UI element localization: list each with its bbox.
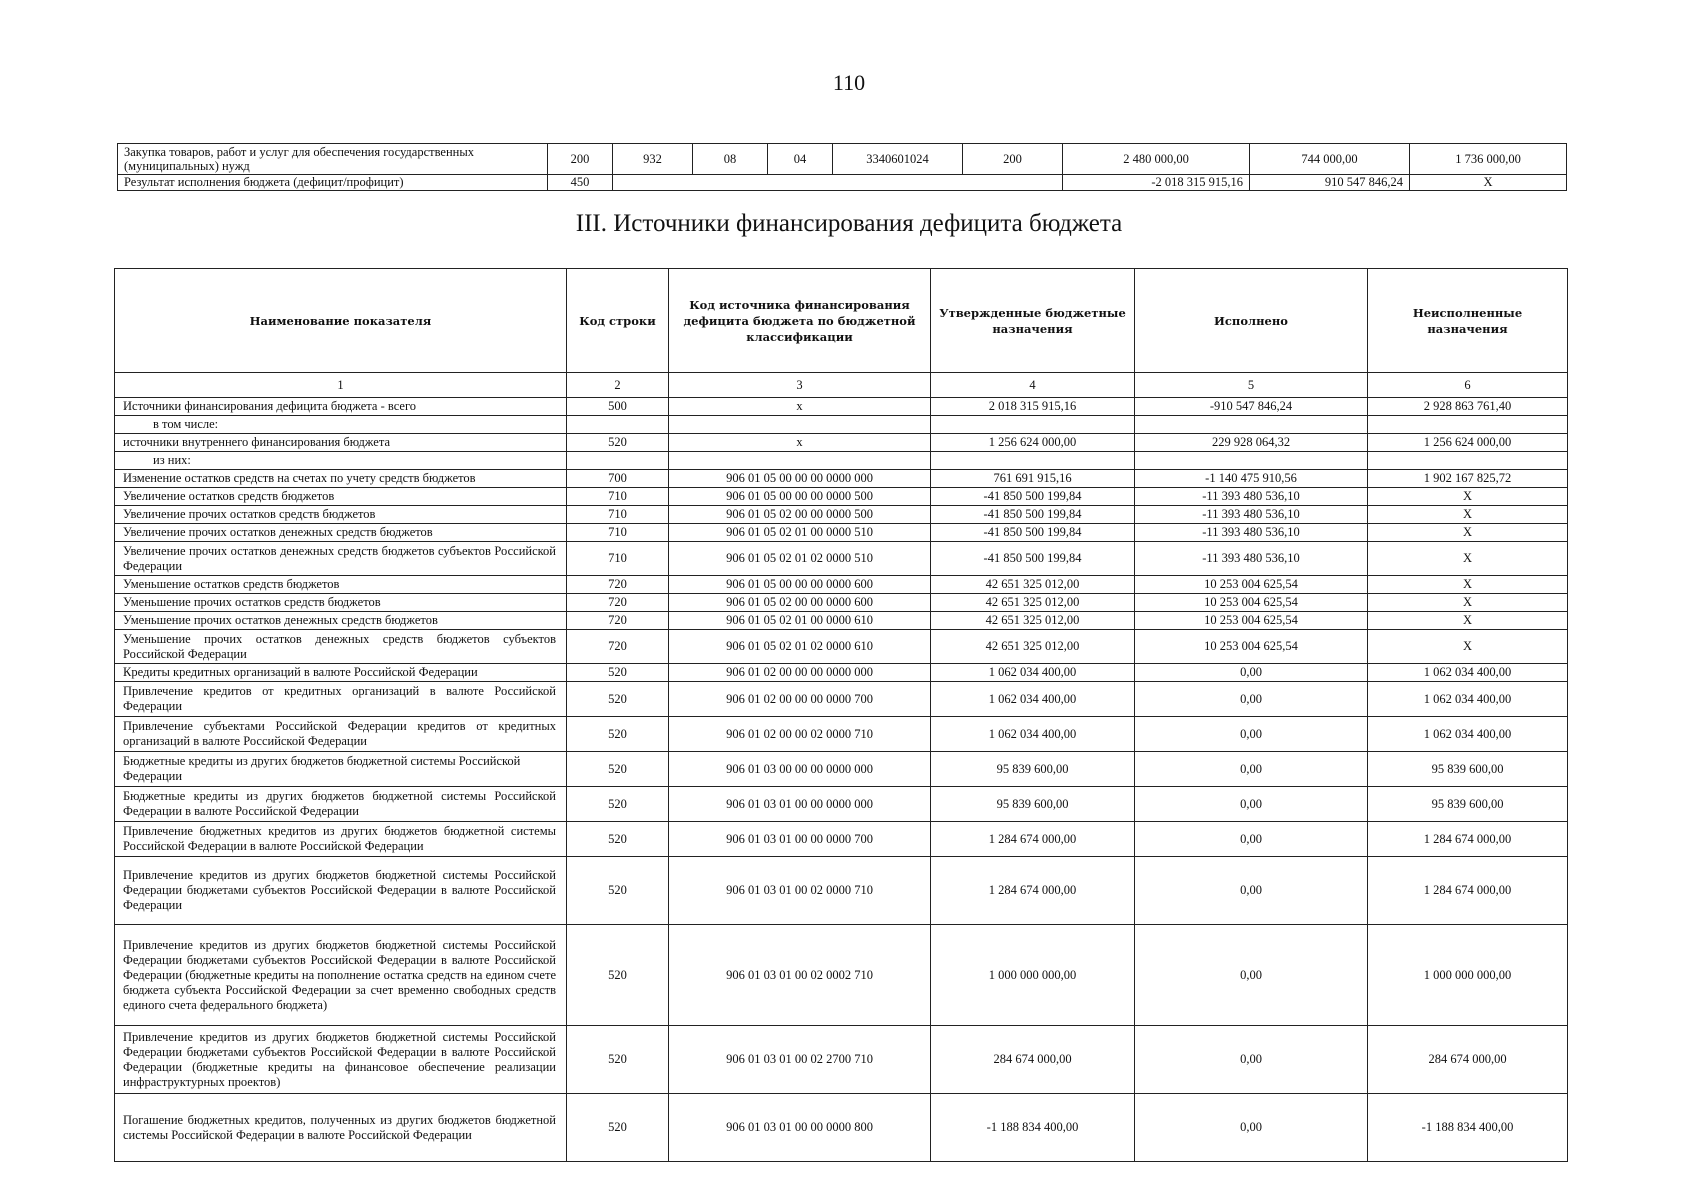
table-row <box>115 682 1568 717</box>
row-name: Увеличение прочих остатков денежных средств бюджетов субъектов Российской Федерации <box>115 542 567 576</box>
row-line-code: 720 <box>567 630 669 664</box>
table-row <box>115 752 1568 787</box>
row-line-code: 710 <box>567 506 669 524</box>
table-row <box>115 470 1568 488</box>
row-source-code <box>669 416 931 434</box>
row-source-code: 906 01 03 00 00 00 0000 000 <box>669 752 931 787</box>
row-source-code: 906 01 03 01 00 00 0000 800 <box>669 1094 931 1162</box>
row-executed: 0,00 <box>1135 664 1368 682</box>
row-unexecuted: X <box>1410 175 1567 191</box>
empty-cell <box>613 175 1063 191</box>
table-row <box>115 576 1568 594</box>
row-executed: -11 393 480 536,10 <box>1135 506 1368 524</box>
row-approved: 42 651 325 012,00 <box>931 630 1135 664</box>
row-unexecuted: X <box>1368 488 1568 506</box>
header-source-code: Код источника финансирования дефицита бюджета по бюджетной классификации <box>669 269 931 373</box>
financing-sources-table <box>114 268 1568 1162</box>
row-executed: 0,00 <box>1135 822 1368 857</box>
row-line-code: 520 <box>567 857 669 925</box>
row-source-code: 906 01 03 01 00 02 0002 710 <box>669 925 931 1026</box>
row-approved: 2 018 315 915,16 <box>931 398 1135 416</box>
table-row <box>115 925 1568 1026</box>
row-line-code: 710 <box>567 524 669 542</box>
row-approved: 761 691 915,16 <box>931 470 1135 488</box>
row-name: Привлечение кредитов из других бюджетов бюджетной системы Российской Федерации бюджетами субъектов Российской Федерации в валюте Российской Федерации (бюджетные кредиты на финансовое обеспечение реализации инфраструктурных проектов) <box>115 1026 567 1094</box>
row-unexecuted: 95 839 600,00 <box>1368 752 1568 787</box>
row-approved: -41 850 500 199,84 <box>931 524 1135 542</box>
row-executed: 10 253 004 625,54 <box>1135 576 1368 594</box>
row-executed: -11 393 480 536,10 <box>1135 524 1368 542</box>
row-name: Изменение остатков средств на счетах по учету средств бюджетов <box>115 470 567 488</box>
header-approved: Утвержденные бюджетные назначения <box>931 269 1135 373</box>
row-approved: 1 284 674 000,00 <box>931 857 1135 925</box>
row-unexecuted: X <box>1368 630 1568 664</box>
table-row <box>115 822 1568 857</box>
row-name: Закупка товаров, работ и услуг для обеспечения государственных (муниципальных) нужд <box>118 144 548 175</box>
row-executed: 0,00 <box>1135 787 1368 822</box>
row-name: Привлечение кредитов от кредитных организаций в валюте Российской Федерации <box>115 682 567 717</box>
row-ministry: 932 <box>613 144 693 175</box>
row-line-code <box>567 416 669 434</box>
row-name: Привлечение субъектами Российской Федерации кредитов от кредитных организаций в валюте Российской Федерации <box>115 717 567 752</box>
row-unexecuted: 2 928 863 761,40 <box>1368 398 1568 416</box>
row-line-code: 520 <box>567 682 669 717</box>
row-name: Источники финансирования дефицита бюджета - всего <box>115 398 567 416</box>
row-line-code: 720 <box>567 576 669 594</box>
row-source-code: 906 01 02 00 00 00 0000 000 <box>669 664 931 682</box>
row-approved: 1 062 034 400,00 <box>931 717 1135 752</box>
column-number: 5 <box>1135 373 1368 398</box>
row-line-code: 720 <box>567 612 669 630</box>
row-executed: -11 393 480 536,10 <box>1135 542 1368 576</box>
row-source-code: x <box>669 434 931 452</box>
row-name: Результат исполнения бюджета (дефицит/профицит) <box>118 175 548 191</box>
row-name: Увеличение прочих остатков средств бюджетов <box>115 506 567 524</box>
row-name: Бюджетные кредиты из других бюджетов бюджетной системы Российской Федерации в валюте Российской Федерации <box>115 787 567 822</box>
row-executed <box>1135 416 1368 434</box>
row-executed: -910 547 846,24 <box>1135 398 1368 416</box>
row-name: Уменьшение остатков средств бюджетов <box>115 576 567 594</box>
header-row <box>115 269 1568 373</box>
row-line-code: 500 <box>567 398 669 416</box>
row-line-code: 520 <box>567 925 669 1026</box>
row-executed: 0,00 <box>1135 682 1368 717</box>
row-unexecuted: X <box>1368 612 1568 630</box>
section-title: III. Источники финансирования дефицита бюджета <box>575 210 1123 237</box>
row-unexecuted: X <box>1368 506 1568 524</box>
row-unexecuted: -1 188 834 400,00 <box>1368 1094 1568 1162</box>
row-approved: -41 850 500 199,84 <box>931 506 1135 524</box>
column-number: 2 <box>567 373 669 398</box>
row-source-code <box>669 452 931 470</box>
row-name: Уменьшение прочих остатков денежных средств бюджетов <box>115 612 567 630</box>
table-row <box>115 488 1568 506</box>
row-source-code: 906 01 05 02 01 02 0000 510 <box>669 542 931 576</box>
row-source-code: 906 01 02 00 00 00 0000 700 <box>669 682 931 717</box>
row-line-code: 710 <box>567 488 669 506</box>
row-source-code: 906 01 05 00 00 00 0000 600 <box>669 576 931 594</box>
row-unexecuted: X <box>1368 576 1568 594</box>
row-source-code: 906 01 05 02 01 02 0000 610 <box>669 630 931 664</box>
row-expense-type: 200 <box>963 144 1063 175</box>
row-source-code: 906 01 05 02 01 00 0000 610 <box>669 612 931 630</box>
row-unexecuted: 1 062 034 400,00 <box>1368 682 1568 717</box>
row-executed: 0,00 <box>1135 752 1368 787</box>
row-approved: -2 018 315 915,16 <box>1063 175 1250 191</box>
row-name: Кредиты кредитных организаций в валюте Российской Федерации <box>115 664 567 682</box>
row-code: 450 <box>548 175 613 191</box>
row-approved: -41 850 500 199,84 <box>931 488 1135 506</box>
row-source-code: 906 01 03 01 00 02 0000 710 <box>669 857 931 925</box>
row-line-code: 710 <box>567 542 669 576</box>
row-code: 200 <box>548 144 613 175</box>
table-row <box>115 416 1568 434</box>
row-source-code: 906 01 05 00 00 00 0000 000 <box>669 470 931 488</box>
row-name: в том числе: <box>115 416 567 434</box>
row-unexecuted: 1 000 000 000,00 <box>1368 925 1568 1026</box>
row-executed: 0,00 <box>1135 857 1368 925</box>
table-row <box>115 630 1568 664</box>
row-executed: 0,00 <box>1135 1026 1368 1094</box>
row-name: Привлечение кредитов из других бюджетов бюджетной системы Российской Федерации бюджетами субъектов Российской Федерации в валюте Российской Федерации <box>115 857 567 925</box>
row-unexecuted: 1 284 674 000,00 <box>1368 857 1568 925</box>
row-executed: 10 253 004 625,54 <box>1135 630 1368 664</box>
row-name: Привлечение кредитов из других бюджетов бюджетной системы Российской Федерации бюджетами субъектов Российской Федерации в валюте Российской Федерации (бюджетные кредиты на пополнение остатка средств на едином счете бюджета субъекта Российской Федерации за счет временно свободных средств единого счета федерального бюджета) <box>115 925 567 1026</box>
table-row <box>118 175 1567 191</box>
table-row <box>115 664 1568 682</box>
column-number: 3 <box>669 373 931 398</box>
header-name: Наименование показателя <box>115 269 567 373</box>
row-executed: 10 253 004 625,54 <box>1135 612 1368 630</box>
row-executed: 910 547 846,24 <box>1250 175 1410 191</box>
row-approved: 1 000 000 000,00 <box>931 925 1135 1026</box>
table-row <box>115 857 1568 925</box>
table-row <box>115 787 1568 822</box>
row-executed <box>1135 452 1368 470</box>
header-executed: Исполнено <box>1135 269 1368 373</box>
row-unexecuted: 1 062 034 400,00 <box>1368 664 1568 682</box>
column-number: 6 <box>1368 373 1568 398</box>
page-number: 110 <box>832 70 866 95</box>
row-unexecuted: 1 902 167 825,72 <box>1368 470 1568 488</box>
header-unexecuted: Неисполненные назначения <box>1368 269 1568 373</box>
row-executed: -1 140 475 910,56 <box>1135 470 1368 488</box>
row-approved: 95 839 600,00 <box>931 752 1135 787</box>
row-name: Уменьшение прочих остатков денежных средств бюджетов субъектов Российской Федерации <box>115 630 567 664</box>
row-unexecuted <box>1368 416 1568 434</box>
row-executed: 744 000,00 <box>1250 144 1410 175</box>
column-numbers-row <box>115 373 1568 398</box>
table-row <box>115 398 1568 416</box>
column-number: 4 <box>931 373 1135 398</box>
row-source-code: 906 01 05 02 01 00 0000 510 <box>669 524 931 542</box>
row-approved: -1 188 834 400,00 <box>931 1094 1135 1162</box>
row-approved: 1 284 674 000,00 <box>931 822 1135 857</box>
row-approved <box>931 416 1135 434</box>
expenses-tail-table <box>117 143 1567 191</box>
row-executed: 10 253 004 625,54 <box>1135 594 1368 612</box>
row-approved: 1 062 034 400,00 <box>931 664 1135 682</box>
row-executed: 0,00 <box>1135 1094 1368 1162</box>
row-source-code: 906 01 03 01 00 02 2700 710 <box>669 1026 931 1094</box>
row-executed: 0,00 <box>1135 717 1368 752</box>
row-name: Погашение бюджетных кредитов, полученных из других бюджетов бюджетной системы Российской Федерации в валюте Российской Федерации <box>115 1094 567 1162</box>
row-name: Уменьшение прочих остатков средств бюджетов <box>115 594 567 612</box>
row-name: из них: <box>115 452 567 470</box>
row-unexecuted <box>1368 452 1568 470</box>
row-unexecuted: 1 284 674 000,00 <box>1368 822 1568 857</box>
row-unexecuted: 95 839 600,00 <box>1368 787 1568 822</box>
row-approved: 42 651 325 012,00 <box>931 576 1135 594</box>
row-unexecuted: X <box>1368 524 1568 542</box>
row-executed: -11 393 480 536,10 <box>1135 488 1368 506</box>
row-line-code: 700 <box>567 470 669 488</box>
table-row <box>115 542 1568 576</box>
table-row <box>115 594 1568 612</box>
row-line-code: 720 <box>567 594 669 612</box>
row-source-code: 906 01 03 01 00 00 0000 700 <box>669 822 931 857</box>
table-row <box>115 717 1568 752</box>
row-approved: 284 674 000,00 <box>931 1026 1135 1094</box>
column-number: 1 <box>115 373 567 398</box>
row-source-code: 906 01 05 00 00 00 0000 500 <box>669 488 931 506</box>
row-approved: -41 850 500 199,84 <box>931 542 1135 576</box>
table-row <box>115 506 1568 524</box>
row-source-code: 906 01 05 02 00 00 0000 500 <box>669 506 931 524</box>
row-approved <box>931 452 1135 470</box>
row-target: 3340601024 <box>833 144 963 175</box>
header-line-code: Код строки <box>567 269 669 373</box>
row-line-code: 520 <box>567 1026 669 1094</box>
row-name: Бюджетные кредиты из других бюджетов бюджетной системы Российской Федерации <box>115 752 567 787</box>
table-row <box>115 612 1568 630</box>
table-row <box>118 144 1567 175</box>
row-unexecuted: 1 736 000,00 <box>1410 144 1567 175</box>
row-source-code: 906 01 05 02 00 00 0000 600 <box>669 594 931 612</box>
row-name: источники внутреннего финансирования бюджета <box>115 434 567 452</box>
table-row <box>115 1094 1568 1162</box>
row-line-code <box>567 452 669 470</box>
row-unexecuted: 1 062 034 400,00 <box>1368 717 1568 752</box>
row-source-code: 906 01 03 01 00 00 0000 000 <box>669 787 931 822</box>
row-line-code: 520 <box>567 822 669 857</box>
row-name: Увеличение остатков средств бюджетов <box>115 488 567 506</box>
row-approved: 2 480 000,00 <box>1063 144 1250 175</box>
table-row <box>115 452 1568 470</box>
row-executed: 229 928 064,32 <box>1135 434 1368 452</box>
row-unexecuted: X <box>1368 594 1568 612</box>
row-line-code: 520 <box>567 787 669 822</box>
row-source-code: 906 01 02 00 00 02 0000 710 <box>669 717 931 752</box>
row-approved: 42 651 325 012,00 <box>931 612 1135 630</box>
table-row <box>115 524 1568 542</box>
row-approved: 1 256 624 000,00 <box>931 434 1135 452</box>
row-line-code: 520 <box>567 752 669 787</box>
row-approved: 1 062 034 400,00 <box>931 682 1135 717</box>
row-line-code: 520 <box>567 1094 669 1162</box>
row-approved: 95 839 600,00 <box>931 787 1135 822</box>
row-subsection: 04 <box>768 144 833 175</box>
row-line-code: 520 <box>567 717 669 752</box>
table-row <box>115 1026 1568 1094</box>
row-executed: 0,00 <box>1135 925 1368 1026</box>
row-source-code: x <box>669 398 931 416</box>
row-line-code: 520 <box>567 664 669 682</box>
row-name: Увеличение прочих остатков денежных средств бюджетов <box>115 524 567 542</box>
row-line-code: 520 <box>567 434 669 452</box>
row-unexecuted: 284 674 000,00 <box>1368 1026 1568 1094</box>
row-approved: 42 651 325 012,00 <box>931 594 1135 612</box>
table-row <box>115 434 1568 452</box>
row-unexecuted: X <box>1368 542 1568 576</box>
row-section: 08 <box>693 144 768 175</box>
row-unexecuted: 1 256 624 000,00 <box>1368 434 1568 452</box>
row-name: Привлечение бюджетных кредитов из других бюджетов бюджетной системы Российской Федерации в валюте Российской Федерации <box>115 822 567 857</box>
